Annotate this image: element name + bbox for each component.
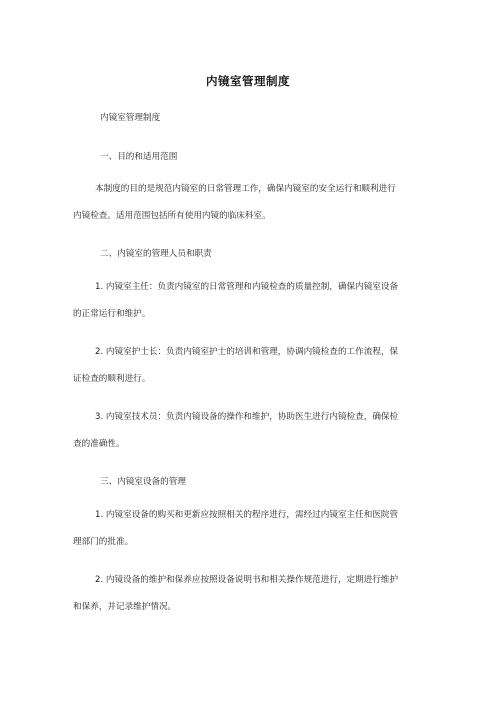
document-title: 内镜室管理制度 [206,74,290,88]
section-2-item-3-line-1: 3. 内镜室技术员：负责内镜设备的操作和维护，协助医生进行内镜检查，确保检 [95,412,399,422]
section-1-paragraph-line-1: 本制度的目的是规范内镜室的日常管理工作，确保内镜室的安全运行和顺利进行 [95,184,396,194]
section-3-item-2-line-2: 和保养，并记录维护情况。 [73,602,177,612]
section-1-heading: 一、目的和适用范围 [100,152,178,162]
document-subtitle: 内镜室管理制度 [100,113,161,123]
section-3-item-2-line-1: 2. 内镜设备的维护和保养应按照设备说明书和相关操作规范进行，定期进行维护 [95,575,399,585]
section-3-heading: 三、内镜室设备的管理 [100,477,186,487]
section-2-item-2-line-2: 证检查的顺利进行。 [73,374,151,384]
section-2-item-1-line-2: 的正常运行和维护。 [73,309,151,319]
section-2-item-1-line-1: 1. 内镜室主任：负责内镜室的日常管理和内镜检查的质量控制，确保内镜室设备 [95,282,399,292]
section-3-item-1-line-1: 1. 内镜室设备的购买和更新应按照相关的程序进行，需经过内镜室主任和医院管 [95,510,399,520]
section-1-paragraph-line-2: 内镜检查。适用范围包括所有使用内镜的临床科室。 [73,211,271,221]
section-2-item-2-line-1: 2. 内镜室护士长：负责内镜室护士的培训和管理，协调内镜检查的工作流程，保 [95,347,399,357]
section-2-item-3-line-2: 查的准确性。 [73,439,125,449]
section-2-heading: 二、内镜室的管理人员和职责 [100,249,212,259]
section-3-item-1-line-2: 理部门的批准。 [73,537,134,547]
